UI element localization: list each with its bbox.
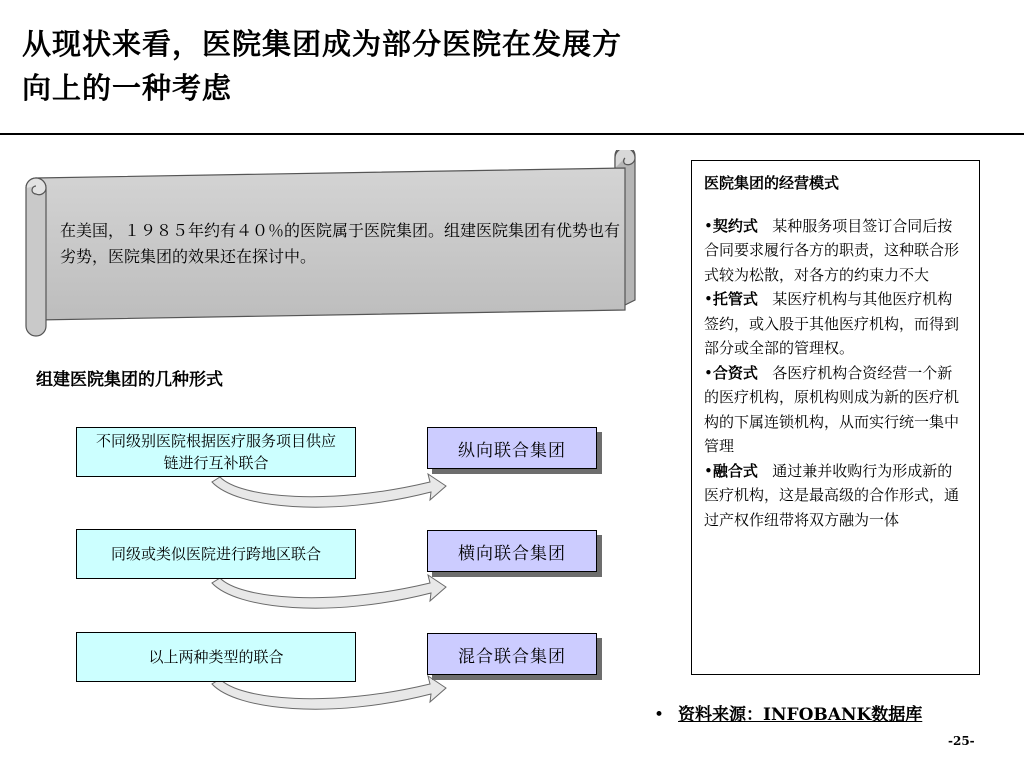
panel-item-term: 融合式: [712, 461, 758, 480]
panel-heading: 医院集团的经营模式: [704, 174, 840, 192]
panel-item-term: 契约式: [712, 216, 758, 235]
form-group-1: 纵向联合集团: [427, 427, 597, 469]
bullet: •: [654, 705, 665, 725]
form-group-2: 横向联合集团: [427, 530, 597, 572]
panel-item-text: 某医疗机构与其他医疗机构签约，或入股于其他医疗机构，而得到部分或全部的管理权。: [704, 290, 960, 357]
title-line-2: 向上的一种考虑: [22, 71, 233, 105]
panel-item-text: 某种服务项目签订合同后按合同要求履行各方的职责，这种联合形式较为松散，对各方的约束力不大: [704, 216, 960, 284]
panel-item-contract: [704, 214, 967, 288]
bullet: •: [704, 216, 713, 235]
panel-item-merger: [704, 459, 967, 533]
panel-item-joint-venture: [704, 361, 967, 459]
bullet: •: [704, 461, 713, 480]
bullet: •: [704, 363, 713, 382]
curved-arrow-icon: [212, 575, 446, 608]
panel-item-term: 合资式: [712, 363, 758, 382]
source-note: [654, 700, 922, 725]
panel-item-term: 托管式: [712, 290, 758, 308]
operating-modes-panel: [691, 160, 980, 675]
forms-heading: 组建医院集团的几种形式: [36, 370, 223, 390]
form-description-2: 同级或类似医院进行跨地区联合: [76, 529, 356, 579]
panel-item-text: 通过兼并收购行为形成新的医疗机构，这是最高级的合作形式，通过产权作纽带将双方融为一体: [704, 461, 960, 529]
form-description-3: 以上两种类型的联合: [76, 632, 356, 682]
title-line-1: 从现状来看，医院集团成为部分医院在发展方: [22, 27, 623, 61]
curved-arrow-icon: [212, 474, 446, 507]
panel-item-trusteeship: [704, 287, 967, 361]
form-group-3: 混合联合集团: [427, 633, 597, 675]
panel-item-text: 各医疗机构合资经营一个新的医疗机构，原机构则成为新的医疗机构的下属连锁机构，从而实行统一集中管理: [704, 363, 960, 455]
scroll-text: 在美国，１９８５年约有４０％的医院属于医院集团。组建医院集团有优势也有劣势，医院集团的效果还在探讨中。: [60, 221, 621, 266]
page-number: -25-: [948, 734, 975, 748]
source-text: 资料来源：INFOBANK数据库: [678, 705, 923, 725]
form-description-1: 不同级别医院根据医疗服务项目供应链进行互补联合: [76, 427, 356, 477]
bullet: •: [704, 290, 713, 308]
